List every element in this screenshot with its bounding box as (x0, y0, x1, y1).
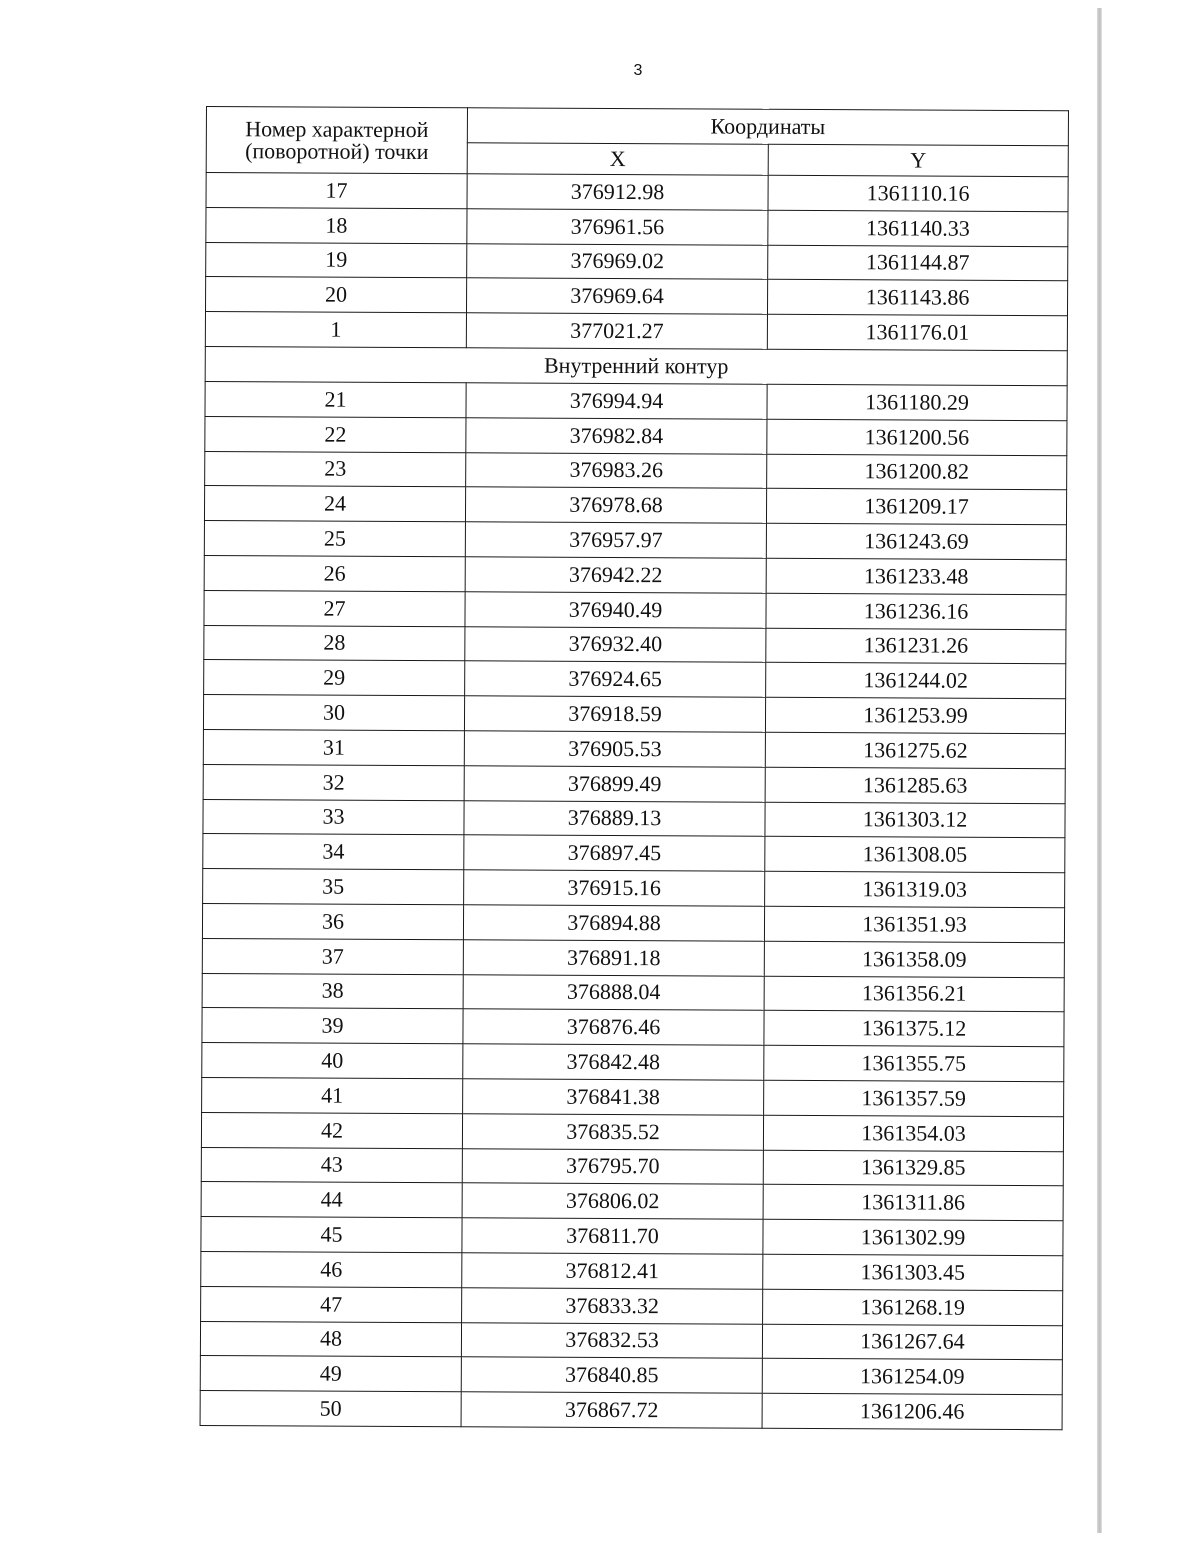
point-number-cell: 42 (201, 1112, 462, 1148)
x-coordinate-cell: 376867.72 (461, 1392, 762, 1428)
coordinates-table (200, 106, 1069, 1430)
table-body-outer (205, 173, 1068, 351)
point-number-cell: 26 (204, 555, 465, 591)
table-row (202, 1077, 1064, 1116)
point-number-cell: 28 (204, 625, 465, 661)
y-coordinate-cell: 1361319.03 (765, 871, 1065, 907)
table-row (202, 903, 1064, 942)
point-number-cell: 18 (206, 207, 467, 243)
point-number-cell: 47 (201, 1286, 462, 1322)
point-number-cell: 20 (205, 277, 466, 313)
x-coordinate-cell: 376957.97 (465, 522, 766, 558)
y-coordinate-cell: 1361275.62 (765, 732, 1065, 768)
table-body-inner (200, 381, 1067, 1429)
x-coordinate-cell: 376888.04 (463, 974, 764, 1010)
point-number-cell: 45 (201, 1217, 462, 1253)
y-coordinate-cell: 1361303.45 (763, 1254, 1063, 1290)
y-coordinate-cell: 1361110.16 (768, 175, 1068, 211)
y-coordinate-cell: 1361355.75 (764, 1045, 1064, 1081)
table-row (203, 799, 1065, 838)
x-coordinate-cell: 376961.56 (467, 209, 768, 245)
point-number-cell: 29 (204, 660, 465, 696)
table-row (202, 1043, 1064, 1082)
table-row (200, 1356, 1062, 1395)
y-coordinate-cell: 1361243.69 (766, 523, 1066, 559)
table-row (201, 1147, 1063, 1186)
x-coordinate-cell: 376840.85 (461, 1357, 762, 1393)
y-coordinate-cell: 1361176.01 (767, 314, 1067, 350)
table-row (205, 381, 1067, 420)
y-coordinate-cell: 1361206.46 (762, 1393, 1062, 1429)
x-coordinate-cell: 376899.49 (464, 766, 765, 802)
table-row (206, 242, 1068, 281)
y-coordinate-cell: 1361236.16 (766, 593, 1066, 629)
table-row (204, 555, 1066, 594)
x-coordinate-cell: 376841.38 (463, 1079, 764, 1115)
y-coordinate-cell: 1361233.48 (766, 558, 1066, 594)
y-coordinate-cell: 1361267.64 (762, 1324, 1062, 1360)
table-row (203, 729, 1065, 768)
table-row (202, 1008, 1064, 1047)
x-column-header: X (467, 143, 768, 175)
x-coordinate-cell: 376994.94 (466, 383, 767, 419)
scan-edge-shadow (1097, 8, 1102, 1533)
x-coordinate-cell: 376835.52 (462, 1113, 763, 1149)
table-row (204, 590, 1066, 629)
y-coordinate-cell: 1361375.12 (764, 1011, 1064, 1047)
x-coordinate-cell: 376905.53 (464, 731, 765, 767)
point-number-cell: 39 (202, 1008, 463, 1044)
table-row (206, 207, 1068, 246)
point-number-cell: 49 (200, 1356, 461, 1392)
x-coordinate-cell: 376918.59 (464, 696, 765, 732)
point-number-cell: 27 (204, 590, 465, 626)
x-coordinate-cell: 376832.53 (461, 1322, 762, 1358)
point-number-cell: 44 (201, 1182, 462, 1218)
x-coordinate-cell: 376982.84 (466, 418, 767, 454)
x-coordinate-cell: 376915.16 (464, 870, 765, 906)
x-coordinate-cell: 376983.26 (466, 452, 767, 488)
point-number-cell: 19 (206, 242, 467, 278)
y-coordinate-cell: 1361351.93 (764, 906, 1064, 942)
table-row (204, 660, 1066, 699)
y-column-header: Y (768, 144, 1068, 176)
x-coordinate-cell: 376897.45 (464, 835, 765, 871)
table-row (201, 1182, 1063, 1221)
table-row (201, 1112, 1063, 1151)
table-row (201, 1286, 1063, 1325)
y-coordinate-cell: 1361308.05 (765, 837, 1065, 873)
x-coordinate-cell: 376842.48 (463, 1044, 764, 1080)
x-coordinate-cell: 376806.02 (462, 1183, 763, 1219)
x-coordinate-cell: 376876.46 (463, 1009, 764, 1045)
point-number-cell: 30 (203, 695, 464, 731)
table-row (203, 764, 1065, 803)
y-coordinate-cell: 1361357.59 (764, 1080, 1064, 1116)
y-coordinate-cell: 1361268.19 (763, 1289, 1063, 1325)
x-coordinate-cell: 376795.70 (462, 1148, 763, 1184)
point-number-cell: 46 (201, 1251, 462, 1287)
point-number-cell: 1 (205, 312, 466, 348)
table-row (203, 834, 1065, 873)
page-number: 3 (633, 62, 643, 79)
section-title: Внутренний контур (205, 346, 1067, 385)
table-header (206, 107, 1068, 177)
x-coordinate-cell: 376978.68 (465, 487, 766, 523)
point-number-cell: 48 (200, 1321, 461, 1357)
point-number-cell: 21 (205, 381, 466, 417)
point-number-cell: 32 (203, 764, 464, 800)
y-coordinate-cell: 1361358.09 (764, 941, 1064, 977)
x-coordinate-cell: 376969.02 (467, 243, 768, 279)
y-coordinate-cell: 1361356.21 (764, 976, 1064, 1012)
y-coordinate-cell: 1361144.87 (768, 245, 1068, 281)
table-row (204, 486, 1066, 525)
point-number-cell: 17 (206, 173, 467, 209)
table-row (202, 938, 1064, 977)
section-row (205, 346, 1067, 385)
coordinates-header: Координаты (467, 108, 1068, 146)
y-coordinate-cell: 1361285.63 (765, 767, 1065, 803)
table-row (204, 625, 1066, 664)
y-coordinate-cell: 1361302.99 (763, 1219, 1063, 1255)
table-row (203, 695, 1065, 734)
point-number-cell: 24 (204, 486, 465, 522)
y-coordinate-cell: 1361354.03 (763, 1115, 1063, 1151)
table-row (203, 869, 1065, 908)
table-row (201, 1251, 1063, 1290)
y-coordinate-cell: 1361311.86 (763, 1185, 1063, 1221)
table-row (200, 1391, 1062, 1430)
point-number-header: Номер характерной (поворотной) точки (206, 107, 467, 174)
y-coordinate-cell: 1361329.85 (763, 1150, 1063, 1186)
point-number-cell: 50 (200, 1391, 461, 1427)
x-coordinate-cell: 376932.40 (465, 626, 766, 662)
x-coordinate-cell: 377021.27 (466, 313, 767, 349)
point-number-cell: 37 (202, 938, 463, 974)
point-number-cell: 43 (201, 1147, 462, 1183)
table-row (205, 312, 1067, 351)
point-number-cell: 31 (203, 729, 464, 765)
x-coordinate-cell: 376812.41 (462, 1253, 763, 1289)
point-number-cell: 36 (202, 903, 463, 939)
x-coordinate-cell: 376924.65 (465, 661, 766, 697)
y-coordinate-cell: 1361231.26 (766, 628, 1066, 664)
table-row (205, 277, 1067, 316)
x-coordinate-cell: 376889.13 (464, 800, 765, 836)
point-number-cell: 23 (205, 451, 466, 487)
x-coordinate-cell: 376894.88 (463, 905, 764, 941)
y-coordinate-cell: 1361200.56 (767, 419, 1067, 455)
table-row (204, 521, 1066, 560)
point-number-cell: 40 (202, 1043, 463, 1079)
table-row (205, 451, 1067, 490)
x-coordinate-cell: 376833.32 (462, 1287, 763, 1323)
y-coordinate-cell: 1361254.09 (762, 1359, 1062, 1395)
point-number-cell: 22 (205, 416, 466, 452)
x-coordinate-cell: 376811.70 (462, 1218, 763, 1254)
table-row (205, 416, 1067, 455)
point-number-cell: 34 (203, 834, 464, 870)
y-coordinate-cell: 1361244.02 (766, 663, 1066, 699)
point-number-cell: 33 (203, 799, 464, 835)
section-header-group (205, 346, 1067, 385)
x-coordinate-cell: 376969.64 (466, 278, 767, 314)
table-row (201, 1217, 1063, 1256)
y-coordinate-cell: 1361143.86 (767, 280, 1067, 316)
table-row (200, 1321, 1062, 1360)
y-coordinate-cell: 1361140.33 (768, 210, 1068, 246)
point-number-cell: 41 (202, 1077, 463, 1113)
table-row (206, 173, 1068, 212)
y-coordinate-cell: 1361253.99 (765, 697, 1065, 733)
x-coordinate-cell: 376942.22 (465, 557, 766, 593)
x-coordinate-cell: 376940.49 (465, 592, 766, 628)
x-coordinate-cell: 376891.18 (463, 940, 764, 976)
point-number-cell: 25 (204, 521, 465, 557)
y-coordinate-cell: 1361180.29 (767, 384, 1067, 420)
table-row (202, 973, 1064, 1012)
x-coordinate-cell: 376912.98 (467, 174, 768, 210)
y-coordinate-cell: 1361209.17 (766, 489, 1066, 525)
y-coordinate-cell: 1361200.82 (767, 454, 1067, 490)
point-number-cell: 38 (202, 973, 463, 1009)
y-coordinate-cell: 1361303.12 (765, 802, 1065, 838)
point-number-cell: 35 (203, 869, 464, 905)
